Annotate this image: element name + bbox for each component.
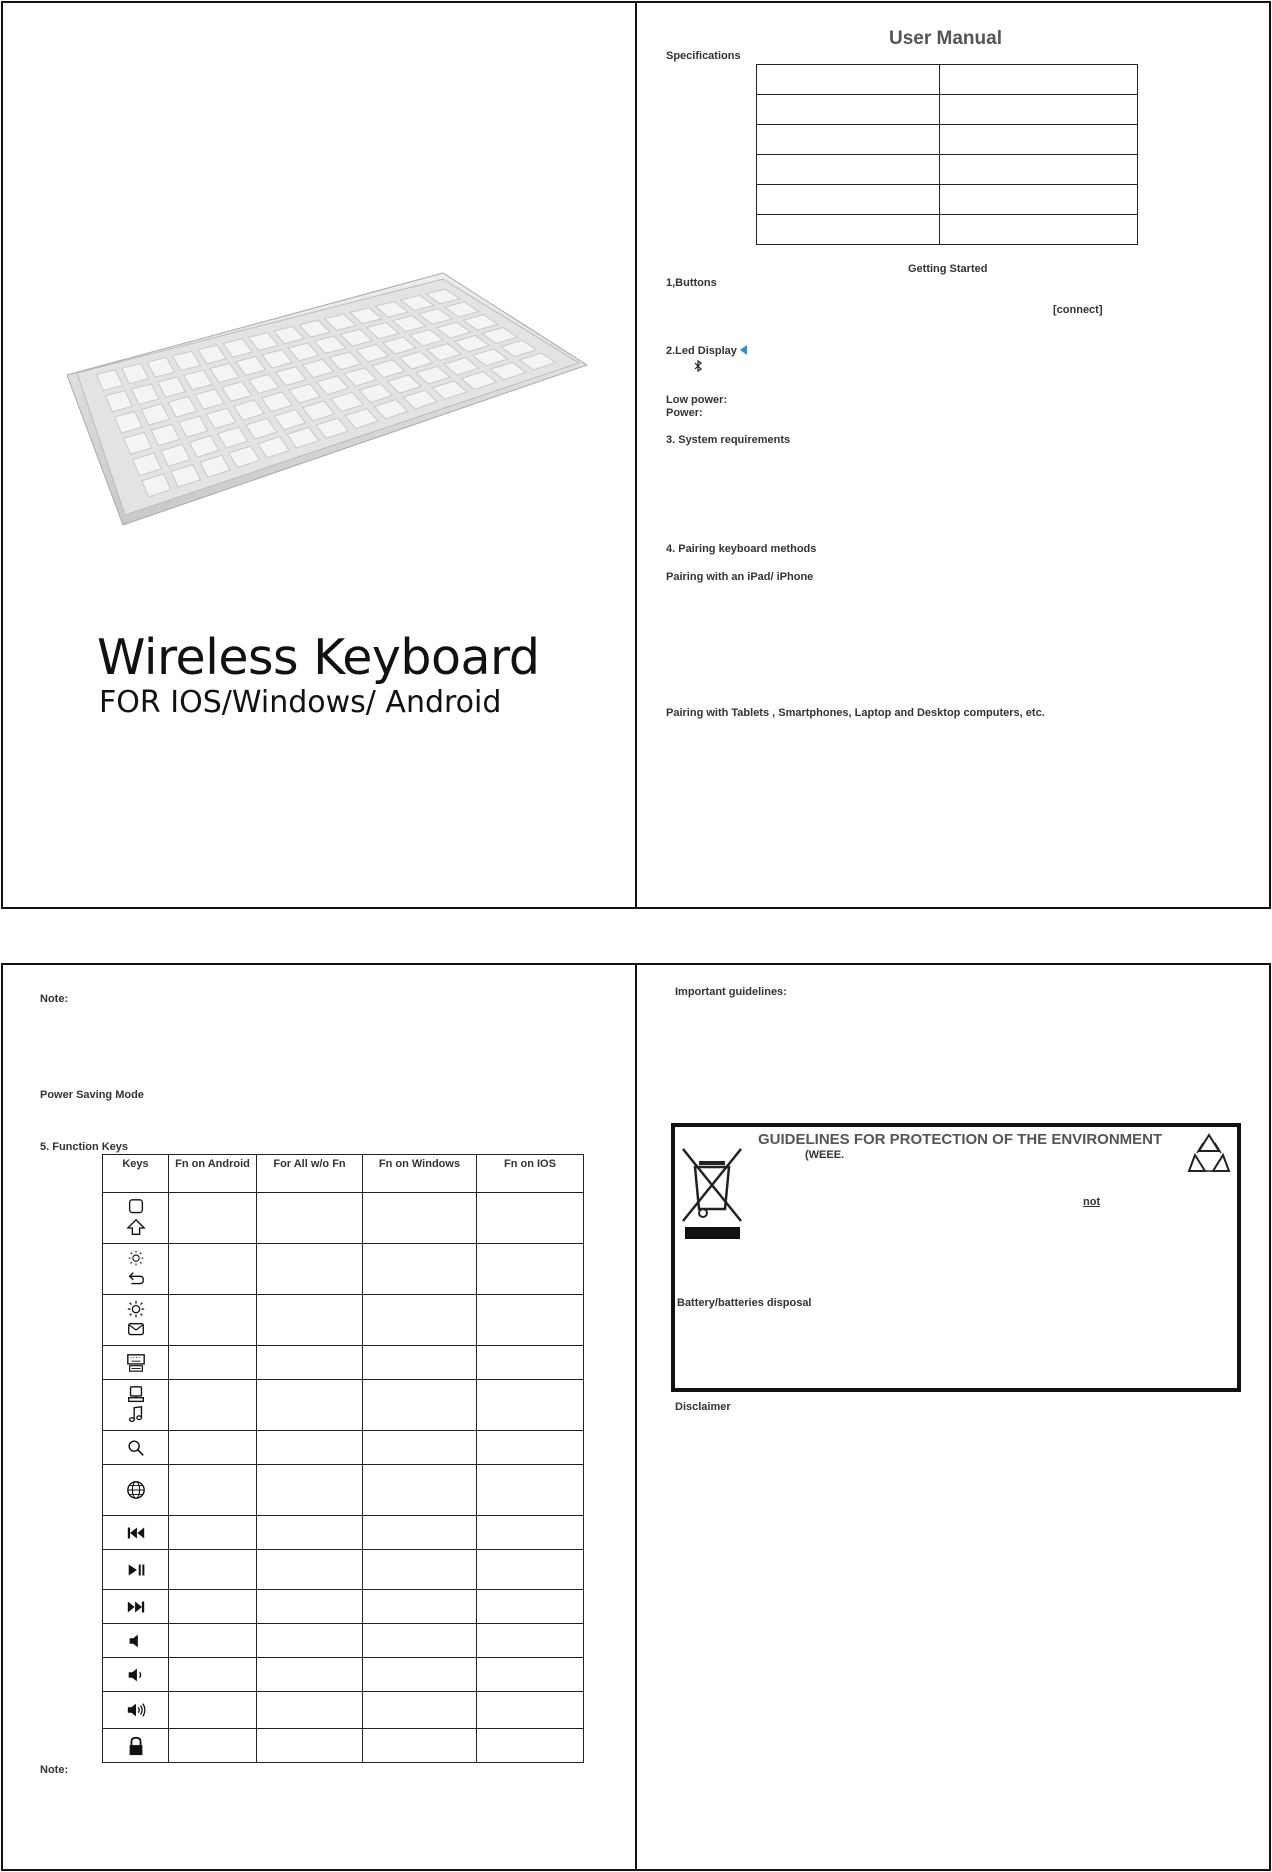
not-label: not (1083, 1196, 1101, 1208)
computer-icon (103, 1385, 168, 1405)
back-arrow-icon (103, 1269, 168, 1289)
led-triangle-icon (740, 345, 748, 355)
function-cell (363, 1692, 477, 1729)
function-cell (477, 1431, 584, 1465)
function-cell (363, 1658, 477, 1692)
key-cell (103, 1295, 169, 1346)
function-cell (477, 1590, 584, 1624)
function-key-row (103, 1624, 584, 1658)
manual-title: User Manual (889, 28, 1002, 49)
guidelines-panel (635, 963, 1271, 1871)
led-display-heading (666, 345, 748, 357)
cover-panel (1, 1, 637, 909)
function-key-row (103, 1729, 584, 1763)
function-cell (257, 1516, 363, 1550)
key-cell (103, 1465, 169, 1516)
function-cell (477, 1295, 584, 1346)
function-cell (477, 1658, 584, 1692)
keyboard-illustration (63, 265, 593, 527)
function-cell (477, 1244, 584, 1295)
system-requirements-heading: 3. System requirements (666, 434, 791, 446)
function-key-row (103, 1346, 584, 1380)
previous-track-icon (103, 1523, 168, 1543)
function-cell (169, 1658, 257, 1692)
function-cell (169, 1590, 257, 1624)
environment-box (671, 1123, 1241, 1392)
key-cell (103, 1516, 169, 1550)
key-cell (103, 1624, 169, 1658)
music-note-icon (103, 1405, 168, 1425)
specifications-label: Specifications (666, 50, 741, 62)
function-cell (363, 1244, 477, 1295)
connect-label: [connect] (1053, 304, 1103, 316)
important-guidelines-heading: Important guidelines: (675, 986, 787, 998)
function-cell (257, 1244, 363, 1295)
function-cell (257, 1658, 363, 1692)
function-cell (477, 1346, 584, 1380)
key-cell (103, 1590, 169, 1624)
spec-row (757, 215, 1138, 245)
function-cell (257, 1729, 363, 1763)
low-power-label: Low power: (666, 394, 728, 406)
key-cell (103, 1244, 169, 1295)
function-key-row (103, 1550, 584, 1590)
weee-label: (WEEE. (805, 1149, 845, 1161)
power-saving-heading: Power Saving Mode (40, 1089, 144, 1101)
pairing-tablets-heading: Pairing with Tablets , Smartphones, Laptop and Desktop computers, etc. (666, 707, 1045, 719)
function-cell (257, 1431, 363, 1465)
key-cell (103, 1193, 169, 1244)
on-screen-keyboard-icon (103, 1353, 168, 1373)
function-cell (363, 1590, 477, 1624)
function-cell (363, 1380, 477, 1431)
function-cell (363, 1295, 477, 1346)
function-cell (257, 1692, 363, 1729)
function-cell (477, 1729, 584, 1763)
function-cell (363, 1624, 477, 1658)
header-for-all: For All w/o Fn (257, 1155, 363, 1193)
function-key-row (103, 1193, 584, 1244)
getting-started-heading: Getting Started (908, 263, 988, 275)
specifications-table (756, 64, 1138, 245)
function-key-row (103, 1516, 584, 1550)
spec-row (757, 185, 1138, 215)
function-cell (363, 1465, 477, 1516)
volume-up-icon (103, 1700, 168, 1720)
manual-panel (635, 1, 1271, 909)
recycle-icon (1187, 1133, 1231, 1175)
function-cell (169, 1516, 257, 1550)
cover-title: Wireless Keyboard (97, 629, 540, 686)
function-cell (169, 1431, 257, 1465)
function-cell (477, 1380, 584, 1431)
header-fn-windows: Fn on Windows (363, 1155, 477, 1193)
environment-title: GUIDELINES FOR PROTECTION OF THE ENVIRONMENT (758, 1131, 1163, 1148)
header-fn-android: Fn on Android (169, 1155, 257, 1193)
brightness-down-icon (103, 1249, 168, 1269)
function-key-row (103, 1658, 584, 1692)
led-display-label: 2.Led Display (666, 345, 737, 357)
function-cell (477, 1516, 584, 1550)
key-cell (103, 1550, 169, 1590)
function-keys-table (102, 1154, 584, 1763)
function-cell (257, 1295, 363, 1346)
weee-black-bar (685, 1227, 740, 1239)
key-cell (103, 1380, 169, 1431)
function-keys-panel (1, 963, 637, 1871)
function-cell (257, 1590, 363, 1624)
function-cell (169, 1692, 257, 1729)
search-icon (103, 1438, 168, 1458)
function-key-row (103, 1465, 584, 1516)
function-cell (257, 1346, 363, 1380)
function-cell (169, 1244, 257, 1295)
brightness-up-icon (103, 1300, 168, 1320)
function-cell (363, 1193, 477, 1244)
function-key-row (103, 1431, 584, 1465)
function-keys-heading: 5. Function Keys (40, 1141, 129, 1153)
key-cell (103, 1692, 169, 1729)
battery-disposal-heading: Battery/batteries disposal (677, 1297, 812, 1309)
function-cell (477, 1465, 584, 1516)
function-key-row (103, 1590, 584, 1624)
spec-row (757, 95, 1138, 125)
function-cell (257, 1380, 363, 1431)
table-header-row (103, 1155, 584, 1193)
function-cell (169, 1465, 257, 1516)
function-cell (477, 1692, 584, 1729)
globe-icon (103, 1480, 168, 1500)
function-cell (363, 1431, 477, 1465)
function-cell (169, 1550, 257, 1590)
function-cell (477, 1550, 584, 1590)
key-cell (103, 1346, 169, 1380)
function-cell (477, 1193, 584, 1244)
note-label-top: Note: (40, 993, 69, 1005)
spec-row (757, 155, 1138, 185)
function-cell (169, 1729, 257, 1763)
function-cell (257, 1550, 363, 1590)
key-cell (103, 1431, 169, 1465)
function-key-row (103, 1244, 584, 1295)
function-cell (257, 1465, 363, 1516)
bluetooth-icon (694, 360, 702, 372)
function-cell (257, 1624, 363, 1658)
function-cell (477, 1624, 584, 1658)
cover-subtitle: FOR IOS/Windows/ Android (99, 685, 502, 720)
function-cell (169, 1295, 257, 1346)
function-cell (363, 1729, 477, 1763)
key-cell (103, 1729, 169, 1763)
lock-icon (103, 1736, 168, 1756)
function-cell (169, 1624, 257, 1658)
function-cell (363, 1346, 477, 1380)
disclaimer-heading: Disclaimer (675, 1401, 731, 1413)
function-cell (169, 1346, 257, 1380)
function-key-row (103, 1692, 584, 1729)
crossed-bin-icon (681, 1147, 745, 1231)
function-cell (257, 1193, 363, 1244)
function-cell (363, 1516, 477, 1550)
pairing-methods-heading: 4. Pairing keyboard methods (666, 543, 817, 555)
pairing-ipad-heading: Pairing with an iPad/ iPhone (666, 571, 814, 583)
play-pause-icon (103, 1560, 168, 1580)
header-keys: Keys (103, 1155, 169, 1193)
mail-icon (103, 1320, 168, 1340)
volume-down-icon (103, 1665, 168, 1685)
home-square-icon (103, 1198, 168, 1218)
function-key-row (103, 1380, 584, 1431)
key-cell (103, 1658, 169, 1692)
function-key-row (103, 1295, 584, 1346)
function-cell (169, 1380, 257, 1431)
buttons-heading: 1,Buttons (666, 277, 717, 289)
spec-row (757, 65, 1138, 95)
function-cell (363, 1550, 477, 1590)
function-cell (169, 1193, 257, 1244)
header-fn-ios: Fn on IOS (477, 1155, 584, 1193)
note-label-bottom: Note: (40, 1764, 69, 1776)
next-track-icon (103, 1597, 168, 1617)
spec-row (757, 125, 1138, 155)
power-label: Power: (666, 407, 703, 419)
mute-icon (103, 1631, 168, 1651)
shift-up-arrow-icon (103, 1218, 168, 1238)
